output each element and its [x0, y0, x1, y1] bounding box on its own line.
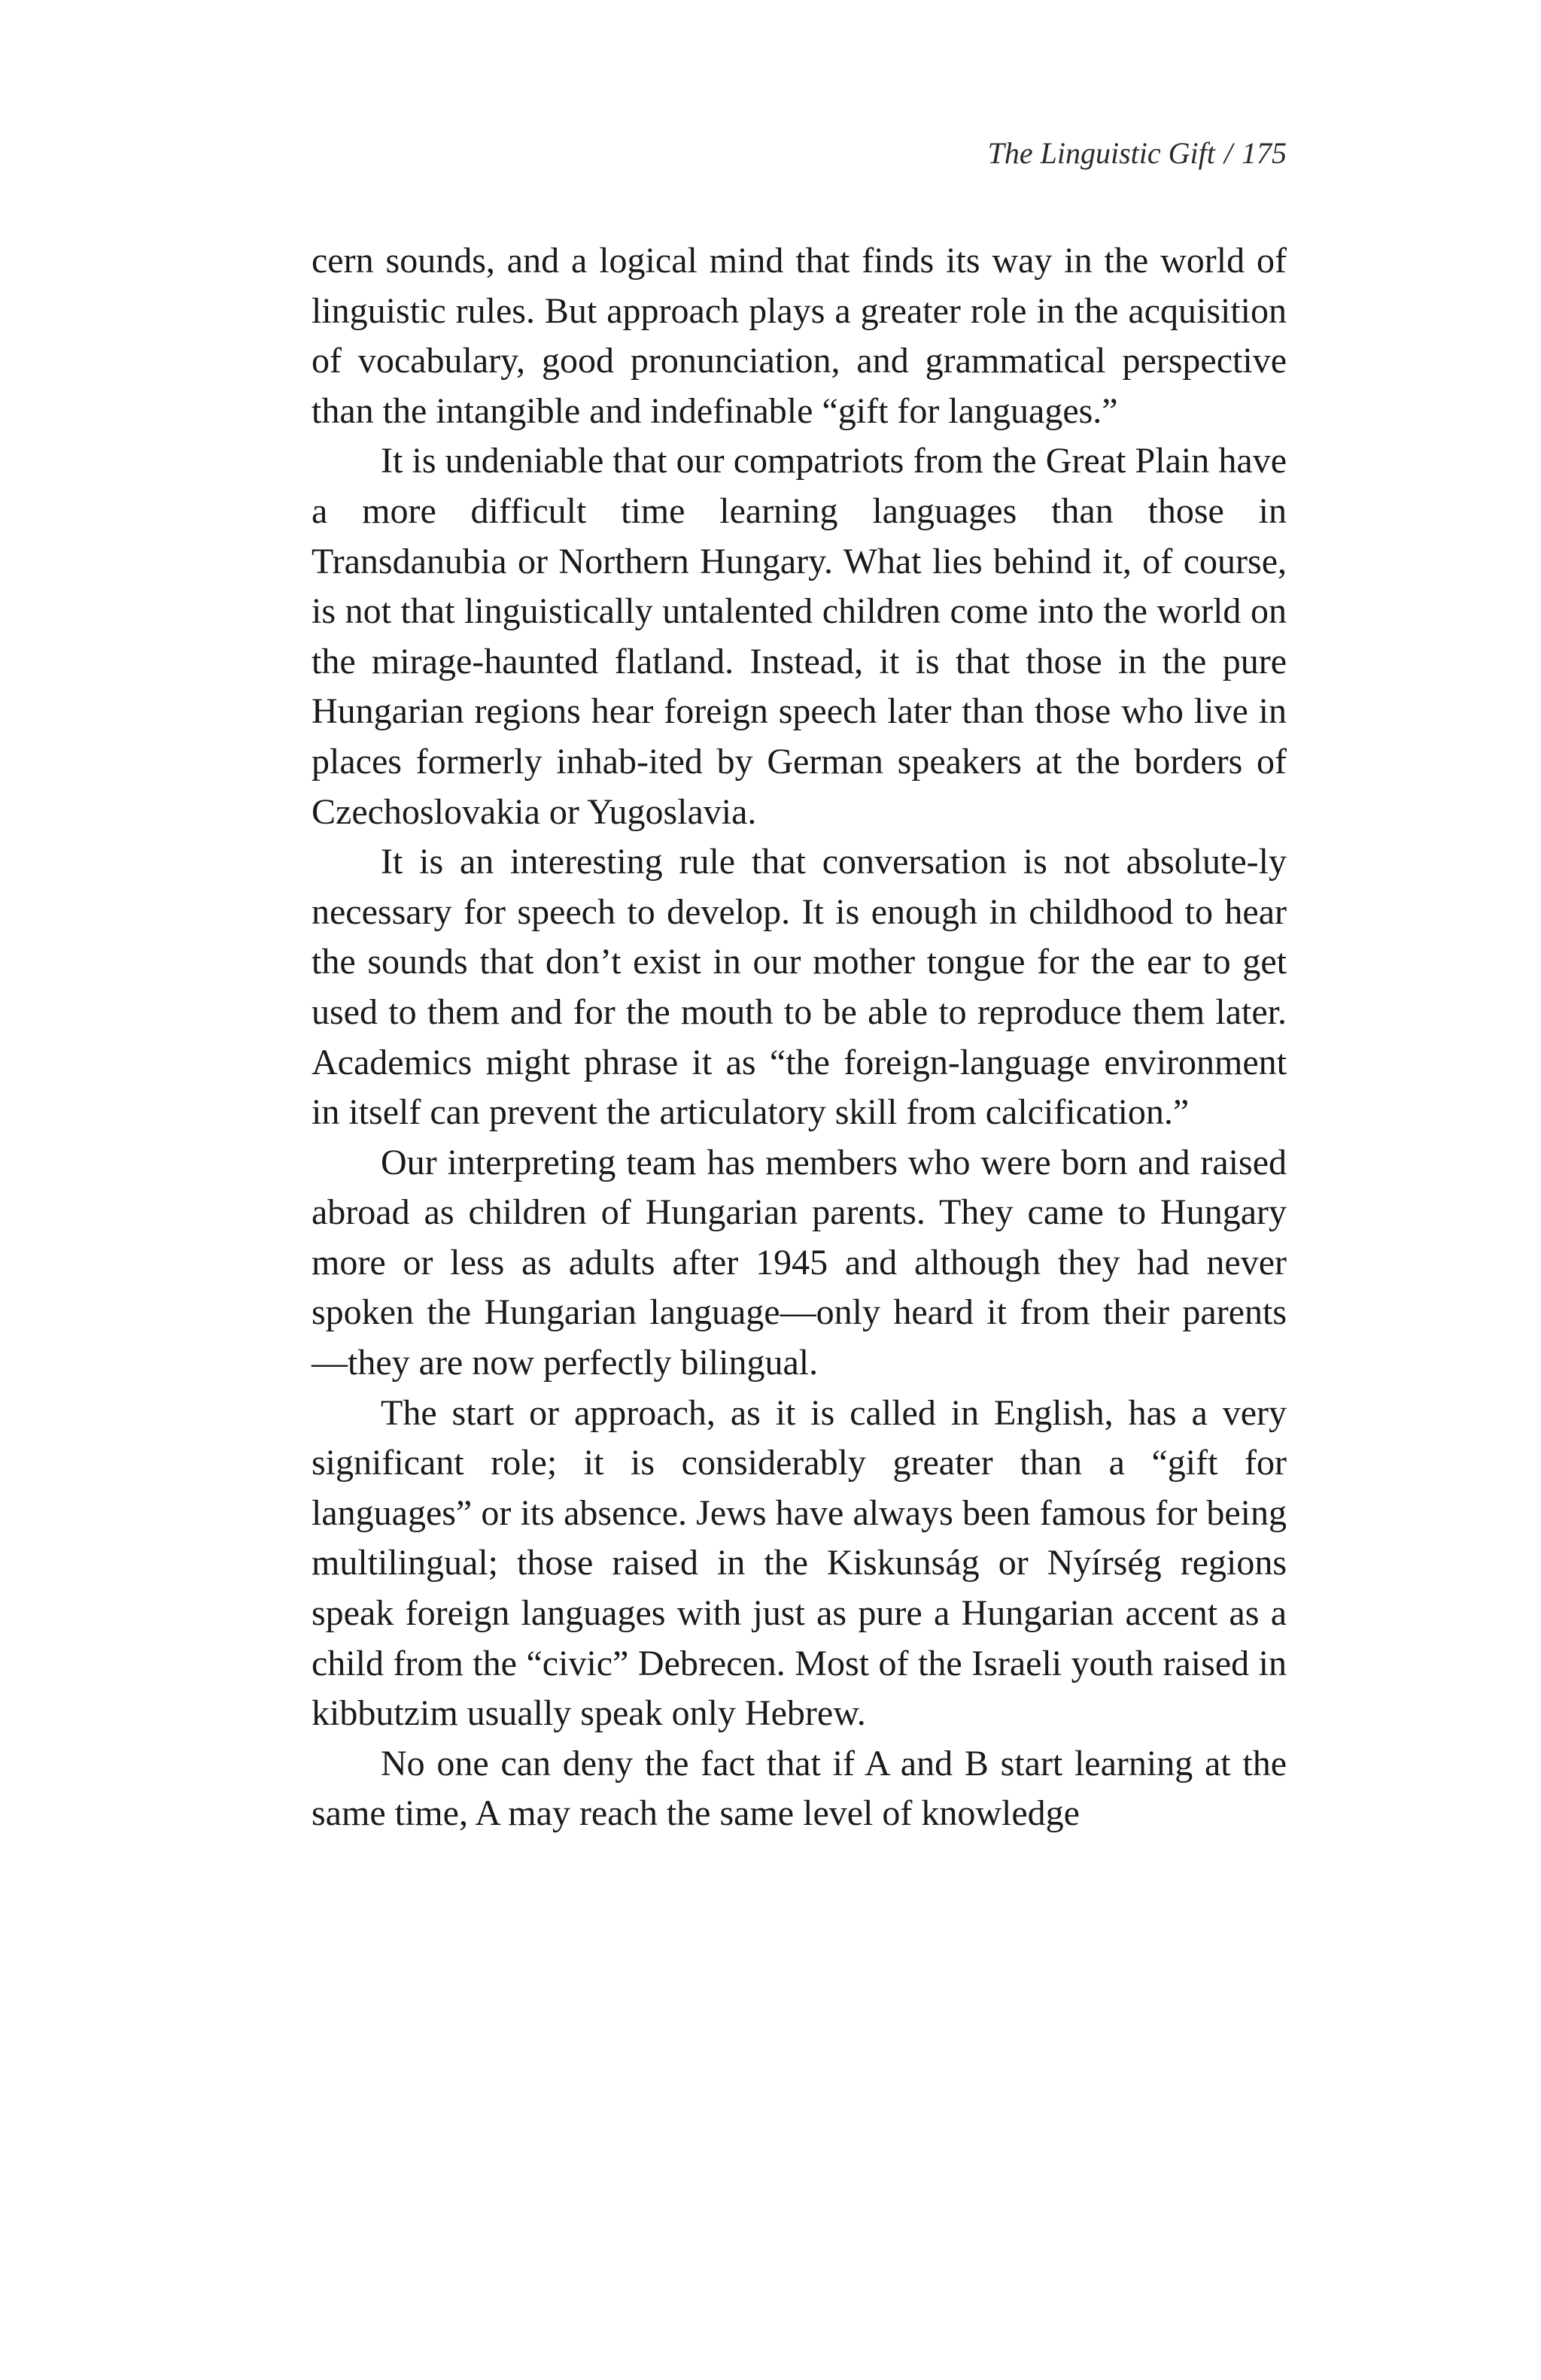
- body-text: [312, 236, 1287, 1839]
- paragraph: No one can deny the fact that if A and B start learning at the same time, A may reach the same level of knowledge: [312, 1743, 1287, 1834]
- paragraph: It is an interesting rule that conversation is not absolute-ly necessary for speech to develop. It is enough in childhood to hear the sounds that don’t exist in our mother tongue for the ear to get used to them and for the mouth to be able to reproduce them later. Academics might phrase it as “the foreign-language environment in itself can prevent the articulatory skill from calcification.”: [312, 842, 1287, 1133]
- paragraph: The start or approach, as it is called in English, has a very significant role; it is considerably greater than a “gift for languages” or its absence. Jews have always been famous for being multilingual; those raised in the Kiskunság or Nyírség regions speak foreign languages with just as pure a Hungarian accent as a child from the “civic” Debrecen. Most of the Israeli youth raised in kibbutzim usually speak only Hebrew.: [312, 1392, 1287, 1734]
- paragraph: cern sounds, and a logical mind that finds its way in the world of linguistic rules. But approach plays a greater role in the acquisition of vocabulary, good pronunciation, and grammatical perspective than the intangible and indefinable “gift for languages.”: [312, 241, 1287, 431]
- paragraph: It is undeniable that our compatriots from the Great Plain have a more difficult time learning languages than those in Transdanubia or Northern Hungary. What lies behind it, of course, is not that linguistically untalented children come into the world on the mirage-haunted flatland. Instead, it is that those in the pure Hungarian regions hear foreign speech later than those who live in places formerly inhab-ited by German speakers at the borders of Czechoslovakia or Yugoslavia.: [312, 441, 1287, 832]
- running-head-separator: /: [1223, 136, 1232, 170]
- running-head: [988, 135, 1287, 171]
- running-head-title: The Linguistic Gift: [987, 136, 1215, 170]
- page-number: 175: [1242, 136, 1287, 170]
- paragraph: Our interpreting team has members who were born and raised abroad as children of Hungarian parents. They came to Hungary more or less as adults after 1945 and although they had never spoken the Hungarian language—only heard it from their parents—they are now perfectly bilingual.: [312, 1142, 1287, 1383]
